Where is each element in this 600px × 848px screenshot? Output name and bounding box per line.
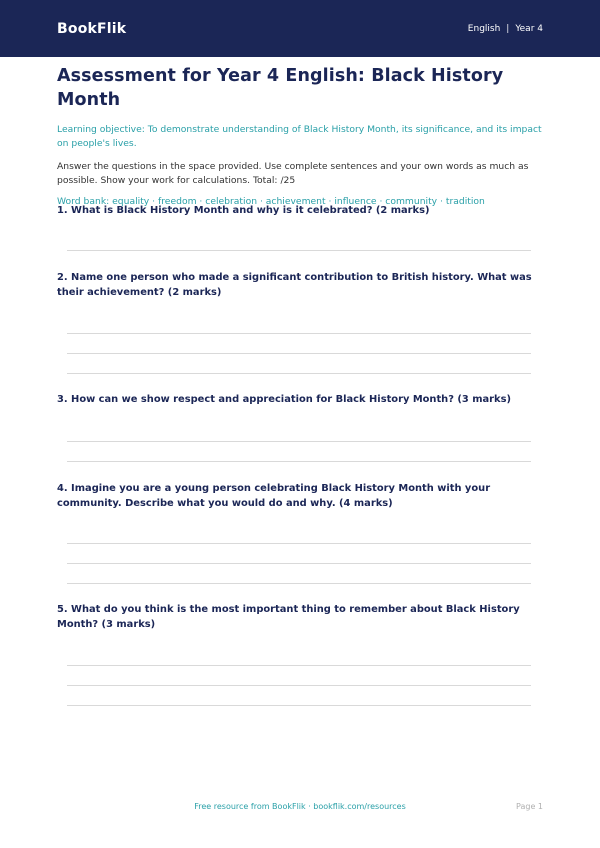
answer-line[interactable] (67, 353, 531, 354)
answer-line[interactable] (67, 333, 531, 334)
answer-line[interactable] (67, 250, 531, 251)
year-label: Year 4 (515, 23, 543, 34)
meta-separator: | (506, 23, 510, 34)
instructions-text: Answer the questions in the space provided. Use complete sentences and your own words as much as possible. Show your work for calculations. Total: /25 (57, 161, 529, 186)
brand-logo-text: BookFlik (57, 20, 127, 37)
answer-line[interactable] (67, 665, 531, 666)
learning-objective: Learning objective: To demonstrate understanding of Black History Month, its significance, and its impact on people's lives. (57, 124, 542, 149)
subject-label: English (467, 23, 501, 34)
page-number: Page 1 (516, 802, 543, 811)
answer-line[interactable] (67, 583, 531, 584)
answer-line[interactable] (67, 441, 531, 442)
answer-line[interactable] (67, 685, 531, 686)
question-2: 2. Name one person who made a significant contribution to British history. What was their achievement? (2 marks) (57, 272, 532, 298)
question-5: 5. What do you think is the most important thing to remember about Black History Month? (3 marks) (57, 604, 520, 630)
question-3: 3. How can we show respect and appreciation for Black History Month? (3 marks) (57, 394, 511, 405)
subject-year-label (468, 24, 543, 34)
page-title: Assessment for Year 4 English: Black History Month (57, 66, 504, 110)
answer-line[interactable] (67, 563, 531, 564)
footer-credit[interactable]: Free resource from BookFlik · bookflik.com/resources (194, 802, 406, 811)
question-1: 1. What is Black History Month and why is it celebrated? (2 marks) (57, 205, 430, 216)
answer-line[interactable] (67, 461, 531, 462)
answer-line[interactable] (67, 705, 531, 706)
question-4: 4. Imagine you are a young person celebrating Black History Month with your community. Describe what you would do and why. (4 marks) (57, 483, 491, 509)
intro-section (57, 64, 543, 209)
answer-line[interactable] (67, 373, 531, 374)
answer-line[interactable] (67, 543, 531, 544)
word-bank: Word bank: equality · freedom · celebration · achievement · influence · community · tradition (57, 196, 485, 207)
page-header (0, 0, 600, 57)
